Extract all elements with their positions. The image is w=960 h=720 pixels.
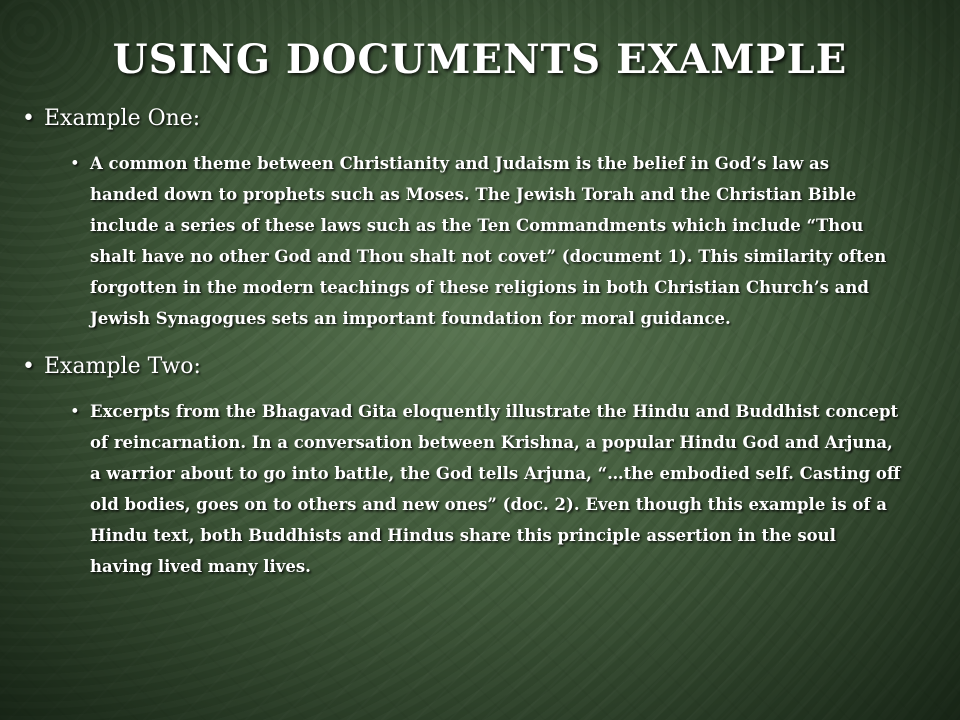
slide-content [22, 104, 902, 600]
bullet-icon: • [22, 106, 35, 131]
example-two-heading-text: Example Two: [44, 354, 201, 379]
example-two-body-text: Excerpts from the Bhagavad Gita eloquently illustrate the Hindu and Buddhist concept of reincarnation. In a conversation between Krishna, a popular Hindu God and Arjuna, a warrior about to go into battle, the God tells Arjuna, “…the embodied self. Casting off old bodies, goes on to others and new ones” (doc. 2). Even though this example is of a Hindu text, both Buddhists and Hindus share this principle assertion in the soul having lived many lives. [90, 402, 901, 576]
bullet-icon: • [70, 402, 80, 421]
example-one-heading [22, 104, 902, 134]
example-one-heading-text: Example One: [44, 106, 201, 131]
example-two-body [70, 396, 902, 582]
example-one-body-text: A common theme between Christianity and Judaism is the belief in God’s law as handed down to prophets such as Moses. The Jewish Torah and the Christian Bible include a series of these laws such as the Ten Commandments which include “Thou shalt have no other God and Thou shalt not covet” (document 1). This similarity often forgotten in the modern teachings of these religions in both Christian Church’s and Jewish Synagogues sets an important foundation for moral guidance. [90, 154, 887, 328]
example-two-heading [22, 352, 902, 382]
bullet-icon: • [22, 354, 35, 379]
example-one-body [70, 148, 902, 334]
bullet-icon: • [70, 154, 80, 173]
slide-title: USING DOCUMENTS EXAMPLE [112, 36, 848, 83]
